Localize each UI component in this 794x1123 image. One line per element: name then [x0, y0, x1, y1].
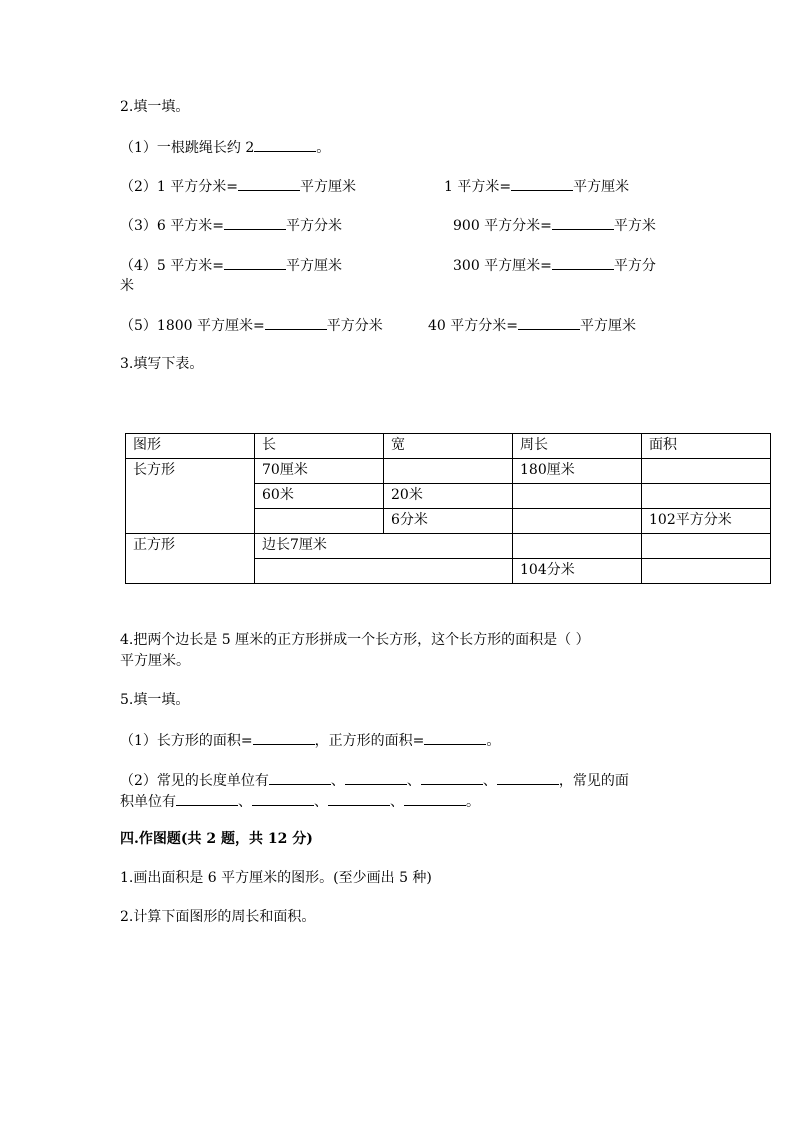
table-cell[interactable]: 70厘米	[255, 459, 384, 484]
question-text: 平方厘米	[580, 318, 636, 334]
separator: 、	[314, 794, 328, 810]
table-cell[interactable]: 102平方分米	[642, 509, 771, 534]
answer-blank[interactable]	[269, 770, 331, 785]
table-cell[interactable]	[513, 509, 642, 534]
table-cell[interactable]: 20米	[384, 484, 513, 509]
question-2-3	[120, 215, 342, 236]
separator: 、	[330, 773, 345, 789]
question-text: 900 平方分米=	[453, 218, 552, 234]
answer-blank[interactable]	[511, 176, 573, 191]
question-2-1	[120, 137, 330, 158]
shape-table	[125, 433, 771, 584]
question-2-5	[120, 315, 383, 336]
question-2-3b	[453, 215, 656, 236]
separator: 、	[390, 794, 404, 810]
question-text: 平方分米	[326, 318, 383, 334]
question-text: 平方厘米	[573, 179, 630, 195]
square-label: 正方形	[126, 534, 255, 584]
question-text: ，正方形的面积=	[314, 733, 425, 749]
separator: 、	[406, 773, 421, 789]
answer-blank[interactable]	[238, 176, 300, 191]
answer-blank[interactable]	[421, 770, 483, 785]
table-cell[interactable]	[255, 509, 384, 534]
question-text: ，常见的面	[558, 773, 629, 789]
table-row	[126, 459, 771, 484]
question-2-2	[120, 176, 356, 197]
answer-blank[interactable]	[345, 770, 407, 785]
part4-question-1: 1.画出面积是 6 平方厘米的图形。(至少画出 5 种)	[120, 870, 432, 886]
separator: 、	[238, 794, 252, 810]
question-text: 。	[486, 733, 501, 749]
table-cell[interactable]: 104分米	[513, 559, 642, 584]
question-text: 平方厘米	[300, 179, 356, 195]
question-text: 。	[316, 140, 331, 156]
separator: 、	[482, 773, 497, 789]
answer-blank[interactable]	[224, 215, 286, 230]
question-text: （2）1 平方分米=	[120, 179, 238, 195]
question-2-2b	[444, 176, 629, 197]
question-text: 300 平方厘米=	[453, 258, 552, 274]
question-text: 积单位有	[120, 794, 176, 810]
question-2-4b	[453, 255, 656, 276]
question-text: 平方米	[613, 218, 656, 234]
question-text: （4）5 平方米=	[120, 258, 224, 274]
question-text: （5）1800 平方厘米=	[120, 318, 265, 334]
question-text: 。	[466, 794, 480, 810]
section2-heading: 2.填一填。	[120, 99, 190, 115]
answer-blank[interactable]	[552, 255, 614, 270]
table-header: 面积	[642, 434, 771, 459]
part4-heading: 四.作图题(共 2 题，共 12 分)	[120, 831, 313, 847]
section3-heading: 3.填写下表。	[120, 356, 204, 372]
table-header: 长	[255, 434, 384, 459]
answer-blank[interactable]	[518, 315, 580, 330]
table-cell[interactable]	[513, 484, 642, 509]
question-5-2-line2	[120, 791, 480, 812]
question-text: （2）常见的长度单位有	[120, 773, 269, 789]
table-row	[126, 534, 771, 559]
section5-heading: 5.填一填。	[120, 692, 190, 708]
question-text: 平方分米	[286, 218, 342, 234]
answer-blank[interactable]	[224, 255, 286, 270]
answer-blank[interactable]	[253, 730, 315, 745]
question-text: 40 平方分米=	[428, 318, 518, 334]
table-cell[interactable]	[642, 534, 771, 559]
question-text: 1 平方米=	[444, 179, 512, 195]
table-cell[interactable]: 60米	[255, 484, 384, 509]
answer-blank[interactable]	[265, 315, 327, 330]
table-cell[interactable]	[642, 484, 771, 509]
question-5-1	[120, 730, 500, 751]
table-cell[interactable]	[642, 459, 771, 484]
table-cell[interactable]: 6分米	[384, 509, 513, 534]
table-cell[interactable]: 边长7厘米	[255, 534, 513, 559]
table-header: 图形	[126, 434, 255, 459]
rectangle-label: 长方形	[126, 459, 255, 534]
answer-blank[interactable]	[254, 137, 316, 152]
table-cell[interactable]	[642, 559, 771, 584]
question-2-4-wrap: 米	[120, 278, 134, 294]
table-cell[interactable]: 180厘米	[513, 459, 642, 484]
answer-blank[interactable]	[497, 770, 559, 785]
question-2-5b	[428, 315, 636, 336]
table-cell[interactable]	[513, 534, 642, 559]
answer-blank[interactable]	[252, 791, 314, 806]
question-2-4	[120, 255, 342, 276]
answer-blank[interactable]	[328, 791, 390, 806]
part4-question-2: 2.计算下面图形的周长和面积。	[120, 909, 316, 925]
answer-blank[interactable]	[552, 215, 614, 230]
table-header-row	[126, 434, 771, 459]
question-text: （1）长方形的面积=	[120, 733, 253, 749]
answer-blank[interactable]	[404, 791, 466, 806]
table-header: 周长	[513, 434, 642, 459]
question-text: 平方厘米	[286, 258, 342, 274]
question-4-line2: 平方厘米。	[120, 653, 190, 669]
table-cell[interactable]	[384, 459, 513, 484]
question-text: 平方分	[613, 258, 656, 274]
answer-blank[interactable]	[424, 730, 486, 745]
table-cell[interactable]	[255, 559, 513, 584]
question-text: （1）一根跳绳长约 2	[120, 140, 255, 156]
question-4-line1: 4.把两个边长是 5 厘米的正方形拼成一个长方形，这个长方形的面积是（ ）	[120, 632, 590, 648]
table-header: 宽	[384, 434, 513, 459]
question-5-2	[120, 770, 629, 791]
question-text: （3）6 平方米=	[120, 218, 224, 234]
answer-blank[interactable]	[176, 791, 238, 806]
